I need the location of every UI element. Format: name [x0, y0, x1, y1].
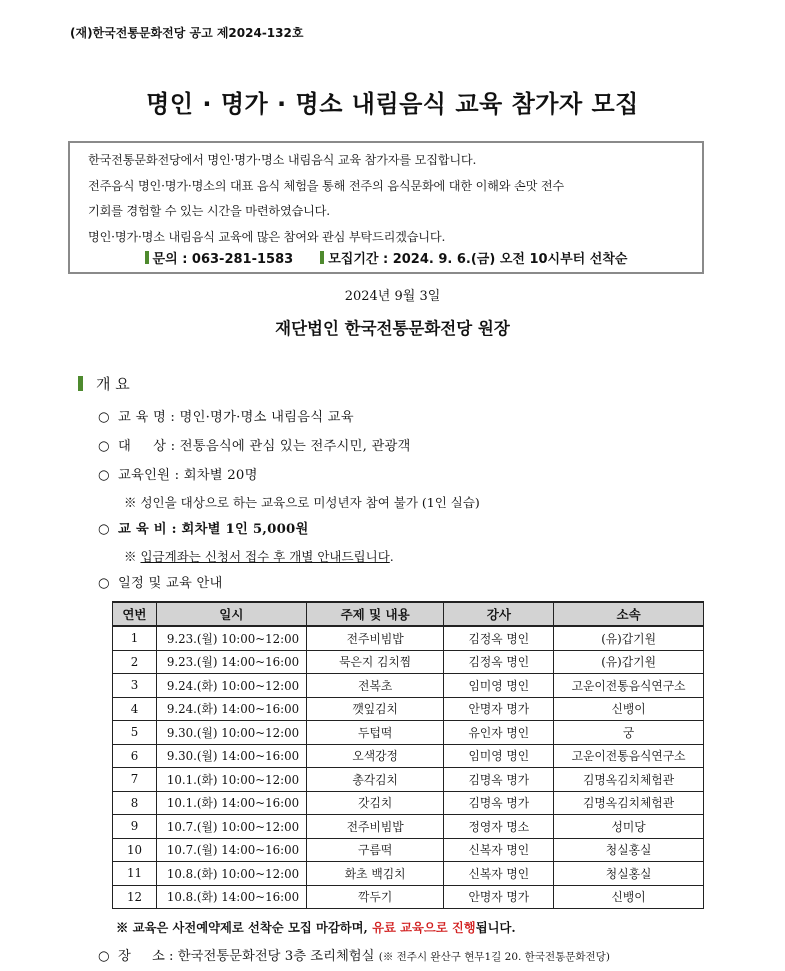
cell-instructor: 임미영 명인: [444, 744, 554, 768]
table-row: [113, 791, 704, 815]
cell-instructor: 김정옥 명인: [444, 650, 554, 674]
cell-datetime: 10.8.(화) 10:00~12:00: [156, 862, 306, 886]
section-marker-icon: [78, 376, 83, 391]
circle-bullet-icon: ○: [98, 522, 110, 537]
table-row: [113, 838, 704, 862]
cell-affiliation: 신뱅이: [554, 697, 704, 721]
table-row: [113, 674, 704, 698]
cell-number: 8: [113, 791, 157, 815]
cell-affiliation: 고운이전통음식연구소: [554, 744, 704, 768]
cell-datetime: 9.23.(월) 10:00~12:00: [156, 626, 306, 650]
cell-topic: 화초 백김치: [306, 862, 444, 886]
cell-datetime: 10.7.(월) 14:00~16:00: [156, 838, 306, 862]
schedule-heading: 일정 및 교육 안내: [118, 576, 223, 591]
circle-bullet-icon: ○: [98, 949, 110, 964]
capacity-text: 교육인원 : 회차별 20명: [118, 468, 258, 483]
reservation-note-text: ※ 교육은 사전예약제로 선착순 모집 마감하며,: [116, 920, 373, 935]
cell-datetime: 10.7.(월) 10:00~12:00: [156, 815, 306, 839]
schedule-item: [98, 572, 223, 591]
green-bar-icon: [145, 251, 149, 264]
issuer: 재단법인 한국전통문화전당 원장: [275, 319, 510, 338]
cell-datetime: 9.30.(월) 10:00~12:00: [156, 721, 306, 745]
cell-affiliation: 청실홍실: [554, 862, 704, 886]
target-text: 대 상 : 전통음식에 관심 있는 전주시민, 관광객: [118, 439, 411, 454]
cell-topic: 깻잎김치: [306, 697, 444, 721]
table-row: [113, 862, 704, 886]
overview-heading: [78, 373, 130, 394]
table-body: [113, 626, 704, 909]
contact-phone: 문의 : 063-281-1583: [152, 252, 294, 267]
cell-affiliation: 청실홍실: [554, 838, 704, 862]
page-title: 명인 · 명가 · 명소 내림음식 교육 참가자 모집: [146, 90, 639, 118]
fee-note-text: 입금계좌는 신청서 접수 후 개별 안내드립니다: [140, 549, 390, 564]
cell-number: 5: [113, 721, 157, 745]
cell-number: 4: [113, 697, 157, 721]
cell-affiliation: 신뱅이: [554, 885, 704, 909]
table-row: [113, 626, 704, 650]
header-affiliation: 소속: [554, 602, 704, 626]
fee-note-end: .: [389, 549, 394, 564]
issue-date: 2024년 9월 3일: [344, 289, 441, 304]
fee-text: 교 육 비 : 회차별 1인 5,000원: [118, 522, 309, 537]
cell-instructor: 안명자 명가: [444, 885, 554, 909]
cell-number: 10: [113, 838, 157, 862]
cell-affiliation: 고운이전통음식연구소: [554, 674, 704, 698]
cell-topic: 총각김치: [306, 768, 444, 792]
cell-topic: 오색강정: [306, 744, 444, 768]
circle-bullet-icon: ○: [98, 410, 110, 425]
intro-line: 명인·명가·명소 내림음식 교육에 많은 참여와 관심 부탁드리겠습니다.: [88, 229, 446, 244]
recruit-period: 모집기간 : 2024. 9. 6.(금) 오전 10시부터 선착순: [328, 252, 628, 267]
overview-heading-text: 개 요: [96, 375, 130, 393]
intro-line: 전주음식 명인·명가·명소의 대표 음식 체험을 통해 전주의 음식문화에 대한 이해와 손맛 전수: [88, 178, 564, 193]
table-row: [113, 721, 704, 745]
cell-number: 2: [113, 650, 157, 674]
cell-datetime: 9.30.(월) 14:00~16:00: [156, 744, 306, 768]
table-row: [113, 697, 704, 721]
capacity-note: ※ 성인을 대상으로 하는 교육으로 미성년자 참여 불가 (1인 실습): [124, 495, 480, 510]
fee-item: [98, 518, 309, 537]
cell-instructor: 정영자 명소: [444, 815, 554, 839]
cell-topic: 전복초: [306, 674, 444, 698]
cell-number: 1: [113, 626, 157, 650]
cell-topic: 갓김치: [306, 791, 444, 815]
table-row: [113, 744, 704, 768]
table-row: [113, 815, 704, 839]
intro-line: 한국전통문화전당에서 명인·명가·명소 내림음식 교육 참가자를 모집합니다.: [88, 153, 477, 167]
course-name-item: [98, 406, 354, 425]
cell-number: 12: [113, 885, 157, 909]
cell-instructor: 김명옥 명가: [444, 768, 554, 792]
venue-text: 장 소 : 한국전통문화전당 3층 조리체험실: [118, 949, 379, 964]
intro-line: 기회를 경험할 수 있는 시간을 마련하였습니다.: [88, 204, 330, 218]
venue-item: [98, 945, 610, 964]
paid-course-emphasis: 유료 교육으로 진행: [372, 920, 476, 935]
target-item: [98, 435, 411, 454]
cell-number: 9: [113, 815, 157, 839]
header-topic: 주제 및 내용: [306, 602, 444, 626]
cell-instructor: 김명옥 명가: [444, 791, 554, 815]
cell-instructor: 임미영 명인: [444, 674, 554, 698]
header-datetime: 일시: [156, 602, 306, 626]
cell-affiliation: 김명옥김치체험관: [554, 791, 704, 815]
cell-affiliation: (유)갑기원: [554, 626, 704, 650]
green-bar-icon: [320, 251, 324, 264]
notice-number: (재)한국전통문화전당 공고 제2024-132호: [70, 26, 304, 40]
cell-affiliation: 성미당: [554, 815, 704, 839]
cell-datetime: 9.24.(화) 14:00~16:00: [156, 697, 306, 721]
cell-instructor: 신복자 명인: [444, 862, 554, 886]
capacity-item: [98, 464, 258, 483]
cell-affiliation: 궁: [554, 721, 704, 745]
fee-note-mark: ※: [124, 549, 141, 564]
header-number: 연번: [113, 602, 157, 626]
cell-topic: 구름떡: [306, 838, 444, 862]
cell-affiliation: (유)갑기원: [554, 650, 704, 674]
cell-affiliation: 김명옥김치체험관: [554, 768, 704, 792]
cell-number: 11: [113, 862, 157, 886]
contact-line: [70, 248, 702, 267]
table-row: [113, 650, 704, 674]
cell-instructor: 안명자 명가: [444, 697, 554, 721]
cell-datetime: 10.8.(화) 14:00~16:00: [156, 885, 306, 909]
reservation-note: [116, 918, 516, 936]
course-name-text: 교 육 명 : 명인·명가·명소 내림음식 교육: [118, 410, 354, 425]
schedule-table: [112, 601, 704, 909]
venue-address: (※ 전주시 완산구 현무1길 20. 한국전통문화전당): [378, 951, 610, 963]
cell-topic: 깍두기: [306, 885, 444, 909]
cell-datetime: 9.23.(월) 14:00~16:00: [156, 650, 306, 674]
circle-bullet-icon: ○: [98, 439, 110, 454]
cell-number: 3: [113, 674, 157, 698]
table-header-row: [113, 602, 704, 626]
cell-topic: 전주비빔밥: [306, 815, 444, 839]
cell-datetime: 9.24.(화) 10:00~12:00: [156, 674, 306, 698]
intro-box: [68, 141, 704, 274]
cell-topic: 묵은지 김치찜: [306, 650, 444, 674]
cell-topic: 두텁떡: [306, 721, 444, 745]
circle-bullet-icon: ○: [98, 576, 110, 591]
reservation-note-end: 됩니다.: [475, 920, 516, 935]
cell-datetime: 10.1.(화) 10:00~12:00: [156, 768, 306, 792]
cell-instructor: 김정옥 명인: [444, 626, 554, 650]
cell-instructor: 신복자 명인: [444, 838, 554, 862]
cell-datetime: 10.1.(화) 14:00~16:00: [156, 791, 306, 815]
table-row: [113, 768, 704, 792]
cell-number: 6: [113, 744, 157, 768]
cell-instructor: 유인자 명인: [444, 721, 554, 745]
cell-topic: 전주비빔밥: [306, 626, 444, 650]
header-instructor: 강사: [444, 602, 554, 626]
circle-bullet-icon: ○: [98, 468, 110, 483]
cell-number: 7: [113, 768, 157, 792]
fee-note: [124, 547, 394, 565]
table-row: [113, 885, 704, 909]
